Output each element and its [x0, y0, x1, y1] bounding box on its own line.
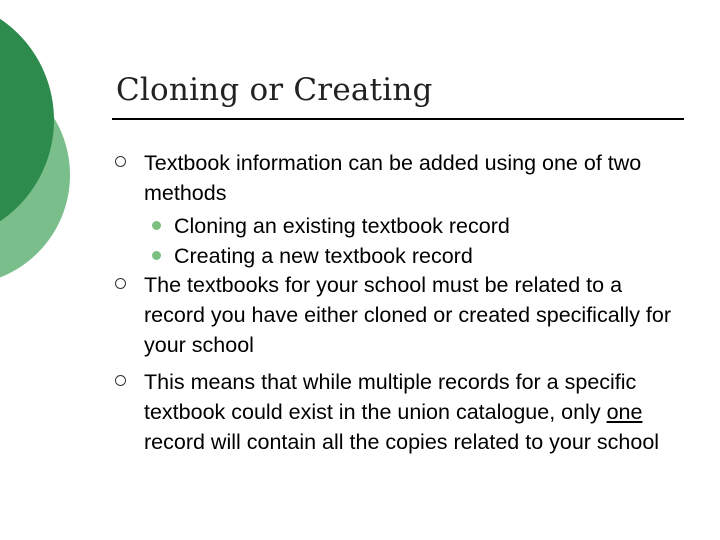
- bullet-item: [115, 148, 675, 208]
- slide-title: Cloning or Creating: [116, 72, 433, 108]
- bullet-item: [115, 270, 675, 360]
- green-dot-bullet-icon: [152, 251, 161, 260]
- sub-bullet-text: Cloning an existing textbook record: [174, 214, 510, 238]
- decorative-green-circles: [0, 0, 120, 300]
- title-underline-rule: [112, 118, 684, 120]
- bullet-text-end: record will contain all the copies related to your school: [144, 430, 660, 454]
- green-dot-bullet-icon: [152, 221, 161, 230]
- sub-bullet-item: [115, 238, 675, 274]
- underlined-word: one: [606, 400, 643, 424]
- bullet-text-start: This means that while multiple records for a specific textbook could exist in the union catalogue, only: [144, 370, 637, 424]
- hollow-circle-bullet-icon: [115, 375, 126, 386]
- hollow-circle-bullet-icon: [115, 156, 126, 167]
- hollow-circle-bullet-icon: [115, 278, 126, 289]
- bullet-text: The textbooks for your school must be related to a record you have either cloned or created specifically for your school: [144, 273, 672, 357]
- bullet-text: Textbook information can be added using one of two methods: [144, 151, 642, 205]
- slide-body: [115, 148, 675, 457]
- bullet-item: [115, 367, 675, 457]
- sub-bullet-text: Creating a new textbook record: [174, 244, 473, 268]
